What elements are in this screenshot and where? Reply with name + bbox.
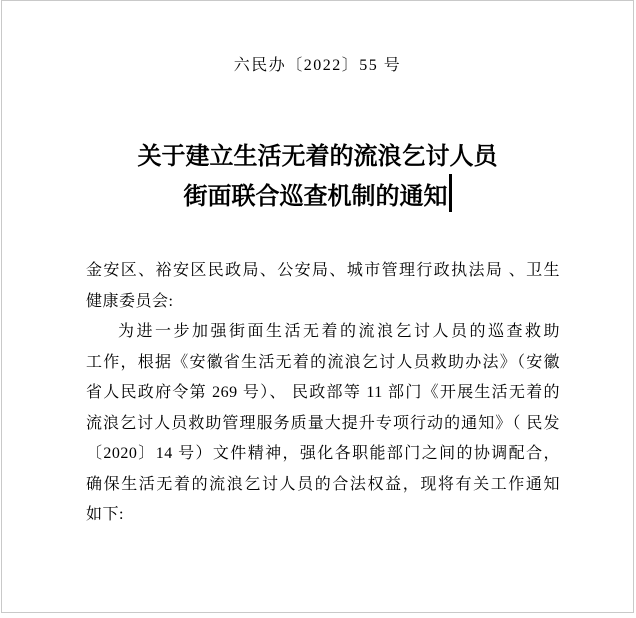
- document-title: [2, 140, 633, 214]
- title-line-2-text[interactable]: 街面联合巡查机制的通知: [183, 184, 448, 210]
- body-line-paragraph-4[interactable]: 流浪乞讨人员救助管理服务质量大提升专项行动的通知》（ 民发: [86, 414, 560, 432]
- body-line-paragraph-3[interactable]: 省人民政府令第 269 号）、 民政部等 11 部门《开展生活无着的: [86, 384, 560, 401]
- title-line-2[interactable]: [2, 174, 633, 214]
- document-body: [86, 256, 560, 531]
- body-line-paragraph-2[interactable]: 工作，根据《安徽省生活无着的流浪乞讨人员救助办法》（安徽: [86, 353, 560, 371]
- body-line-addressee-1[interactable]: 金安区、裕安区民政局、公安局、城市管理行政执法局 、卫生: [86, 262, 560, 279]
- body-line-paragraph-7[interactable]: 如下:: [86, 506, 124, 523]
- text-cursor-caret: [449, 174, 452, 212]
- title-line-1[interactable]: 关于建立生活无着的流浪乞讨人员: [137, 144, 498, 170]
- doc-number[interactable]: 六民办〔2022〕55 号: [233, 57, 402, 74]
- document-page: [1, 0, 634, 613]
- body-line-paragraph-5[interactable]: 〔2020〕14 号）文件精神，强化各职能部门之间的协调配合，: [86, 445, 560, 462]
- body-line-paragraph-1[interactable]: 为进一步加强街面生活无着的流浪乞讨人员的巡查救助: [118, 323, 560, 340]
- body-line-paragraph-6[interactable]: 确保生活无着的流浪乞讨人员的合法权益，现将有关工作通知: [86, 475, 560, 493]
- body-line-addressee-2[interactable]: 健康委员会:: [86, 292, 174, 310]
